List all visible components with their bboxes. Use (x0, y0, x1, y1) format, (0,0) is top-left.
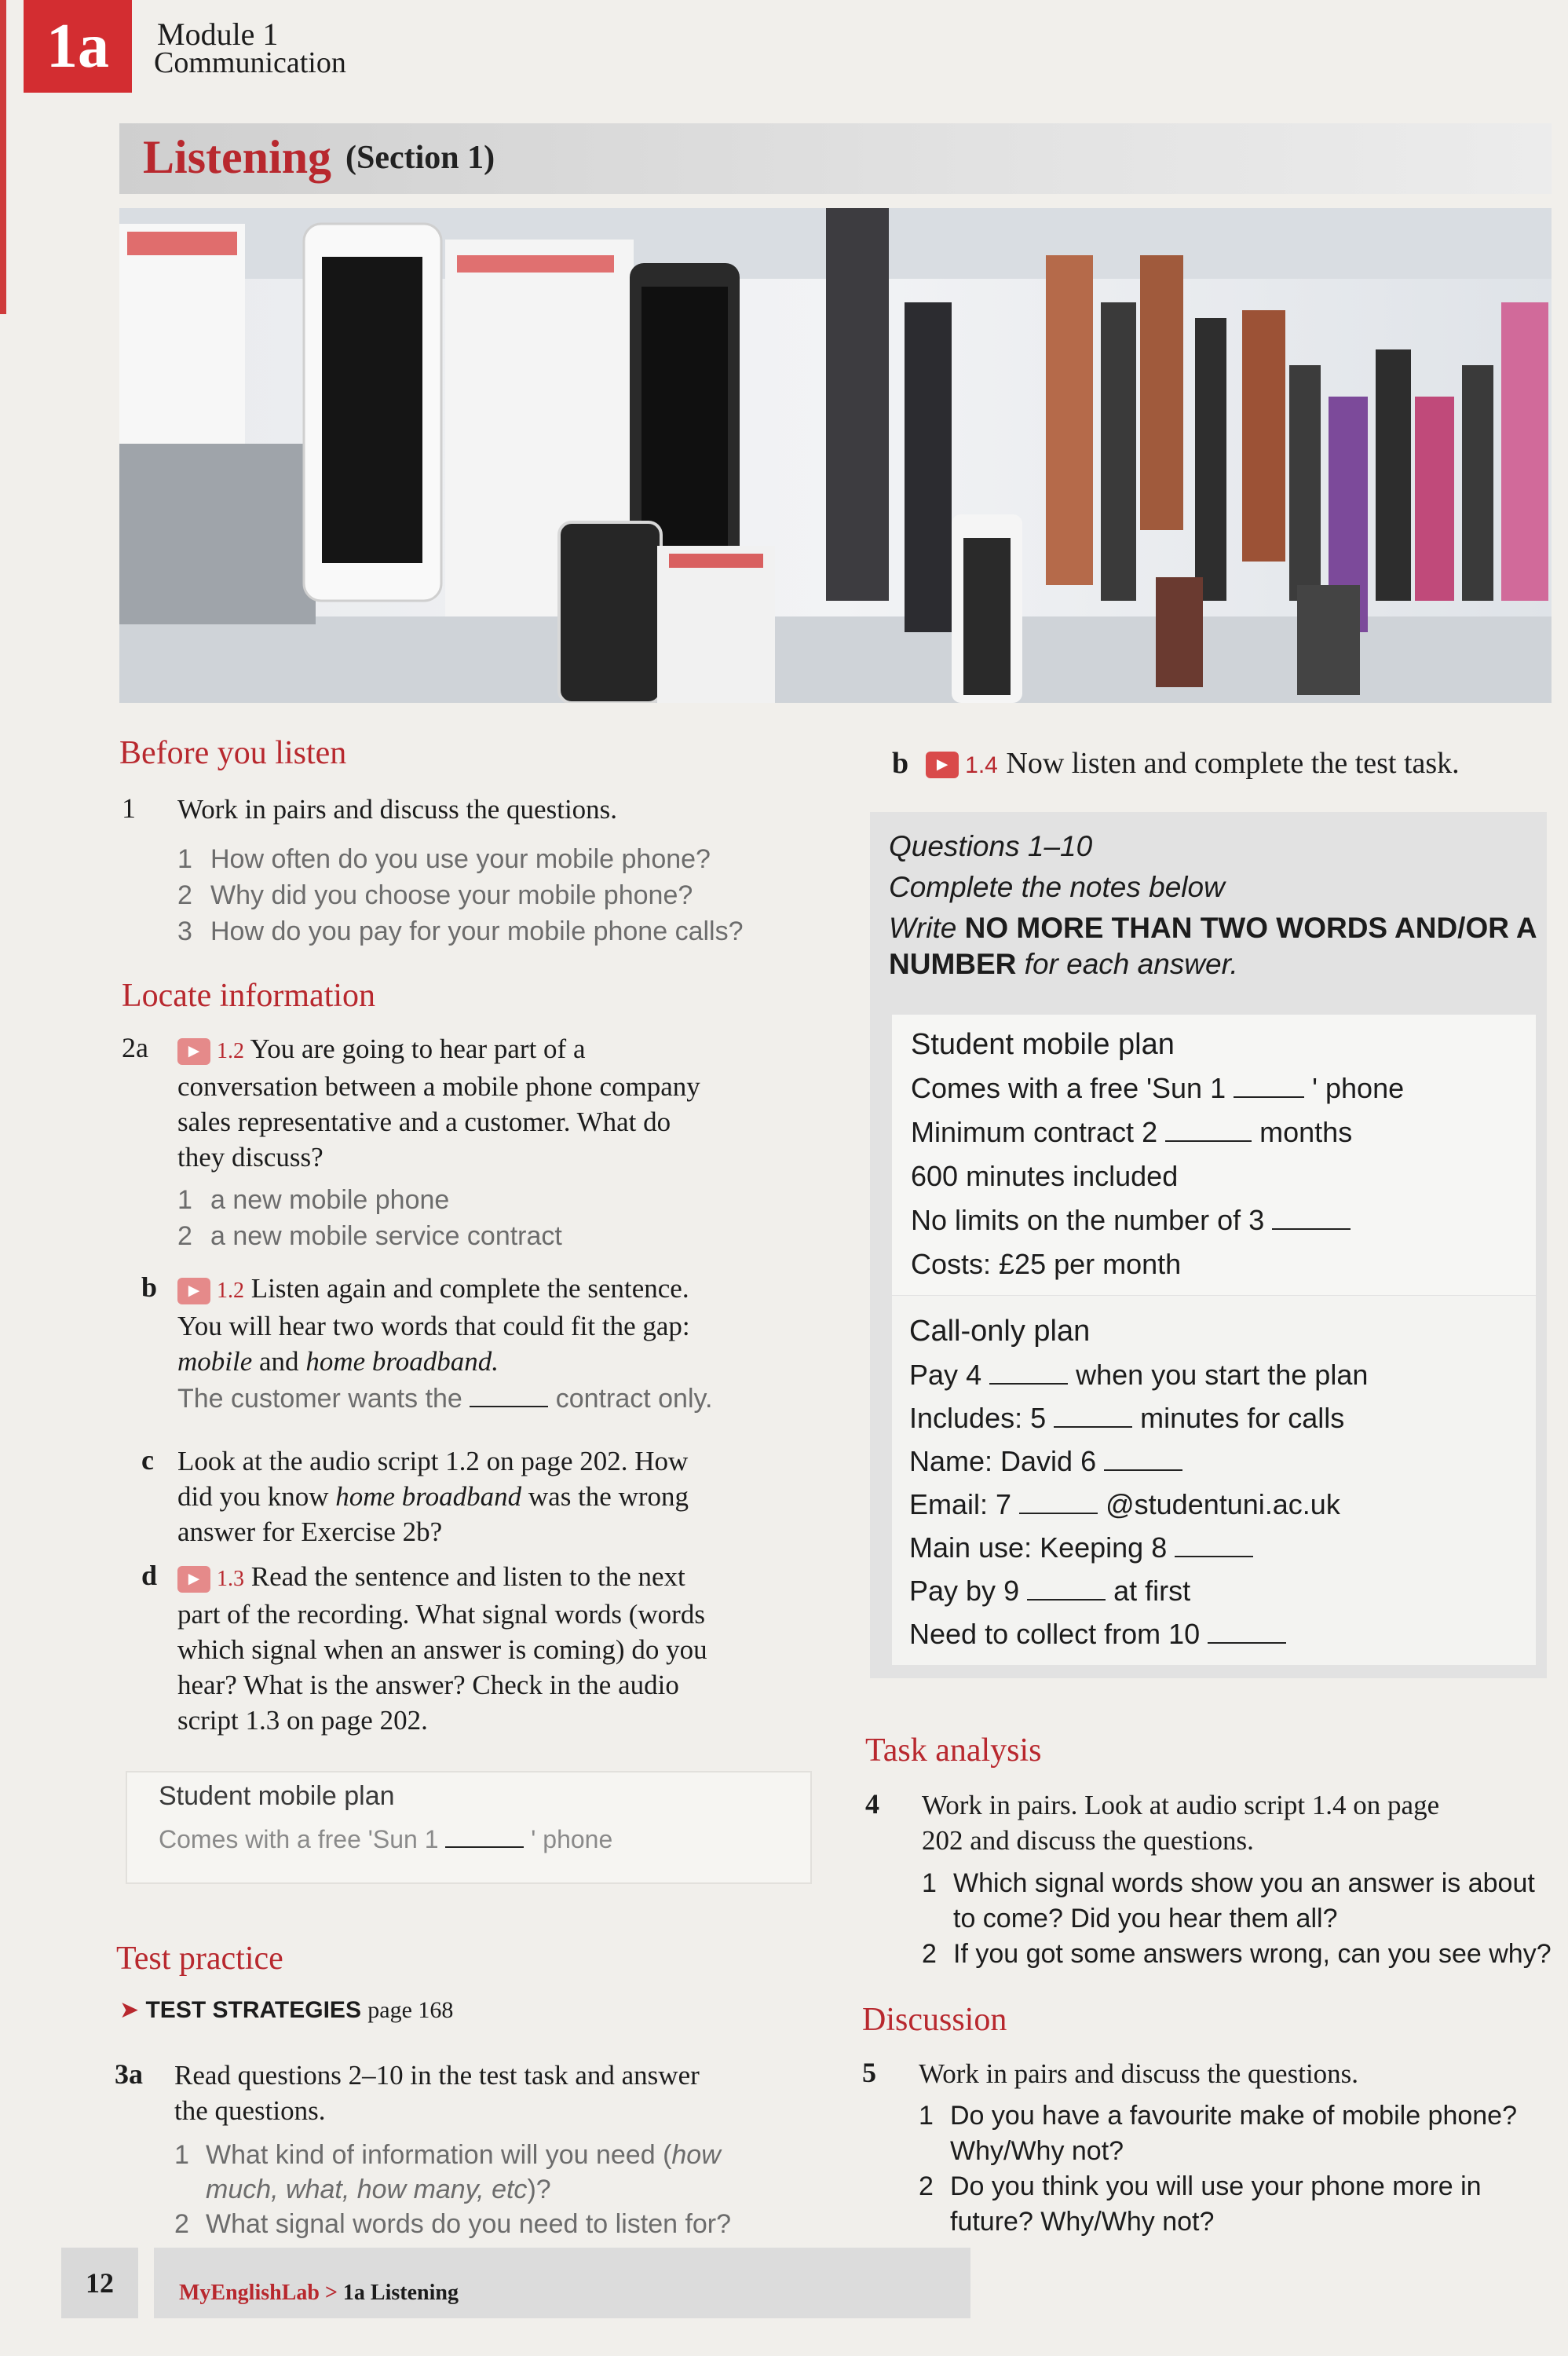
audio-icon[interactable]: ► (177, 1566, 210, 1593)
exercise-4-number: 4 (865, 1788, 879, 1820)
note-line: Main use: Keeping 8 (909, 1526, 1368, 1569)
answer-gap[interactable] (1054, 1426, 1132, 1428)
exercise-2a-options (177, 1182, 562, 1254)
question-item: 2 If you got some answers wrong, can you see why? (922, 1939, 1552, 1969)
note-line: No limits on the number of 3 (911, 1198, 1404, 1242)
exercise-1b-line: b ► 1.4 Now listen and complete the test task. (892, 747, 1460, 780)
note-line: Comes with a free 'Sun 1 ' phone (911, 1072, 1405, 1104)
page-edge-rule (0, 0, 6, 314)
option-item: 1 a new mobile phone (177, 1185, 450, 1215)
exercise-3a-questions: 1 What kind of information will you need (how much, what, how many, etc)? 2 What signal words do you need to listen for? (174, 2138, 731, 2241)
note-line: Includes: 5 minutes for calls (909, 1402, 1345, 1434)
answer-gap[interactable] (1208, 1642, 1286, 1644)
heading-discussion: Discussion (862, 2002, 1007, 2038)
heading-locate-information: Locate information (122, 978, 376, 1014)
module-label: Module 1 (157, 16, 279, 52)
call-only-plan-title: Call-only plan (909, 1315, 1091, 1348)
phones-photo (119, 208, 1552, 703)
exercise-2d-label: d (141, 1560, 158, 1591)
note-line: 600 minutes included (911, 1160, 1179, 1192)
call-only-plan-notes (909, 1310, 1368, 1655)
example-box-title: Student mobile plan (159, 1781, 395, 1811)
section-subtitle: (Section 1) (345, 140, 495, 176)
question-item: 2 What signal words do you need to listen for? (174, 2209, 732, 2239)
answer-gap[interactable] (1104, 1469, 1182, 1471)
question-item: 2 Do you think you will use your phone more in (919, 2171, 1482, 2201)
example-box-line: Comes with a free 'Sun 1 ' phone (159, 1825, 613, 1853)
exercise-2a-number: 2a (122, 1032, 148, 1063)
section-title: Listening (143, 131, 332, 183)
question-item: 1 Do you have a favourite make of mobile phone? (919, 2101, 1518, 2131)
track-number: 1.4 (965, 752, 998, 778)
note-line: Pay 4 when you start the plan (909, 1359, 1369, 1391)
note-line: Name: David 6 (909, 1440, 1368, 1483)
exercise-1-instruction: Work in pairs and discuss the questions. (177, 794, 618, 825)
exercise-2b-label: b (141, 1271, 158, 1303)
exercise-5-questions: 1 Do you have a favourite make of mobile phone? Why/Why not? 2 Do you think you will use your phone more in future? Why/Why not? (919, 2098, 1517, 2240)
question-item: 1 What kind of information will you need (how (174, 2140, 721, 2170)
question-item: 1 Which signal words show you an answer is about (922, 1868, 1535, 1898)
question-item: 1 How often do you use your mobile phone? (177, 844, 711, 874)
answer-gap[interactable] (989, 1383, 1068, 1385)
answer-gap[interactable] (1272, 1228, 1351, 1230)
note-line: Minimum contract 2 months (911, 1116, 1353, 1148)
module-subtitle: Communication (154, 46, 346, 79)
exercise-3a-number: 3a (115, 2058, 143, 2090)
exercise-1-questions (177, 841, 744, 949)
student-plan-notes (911, 1023, 1404, 1286)
note-line: Need to collect from 10 (909, 1612, 1368, 1655)
exercise-2b-text: ► 1.2 Listen again and complete the sentence. You will hear two words that could fit the gap: mobile and home broadband. (177, 1273, 690, 1377)
footer-breadcrumb[interactable]: MyEnglishLab > 1a Listening (179, 2281, 459, 2305)
exercise-5-number: 5 (862, 2057, 876, 2088)
answer-gap[interactable] (1234, 1096, 1304, 1098)
note-line: Pay by 9 at first (909, 1575, 1191, 1607)
note-line: Email: 7 @studentuni.ac.uk (909, 1488, 1340, 1520)
audio-icon[interactable]: ► (177, 1038, 210, 1065)
track-number: 1.3 (217, 1567, 244, 1591)
exercise-2c-label: c (141, 1444, 154, 1476)
track-number: 1.2 (217, 1279, 244, 1303)
unit-badge: 1a (24, 0, 132, 93)
question-item: 3 How do you pay for your mobile phone calls? (177, 916, 744, 946)
exercise-2b-sentence: The customer wants the contract only. (177, 1384, 713, 1414)
arrow-icon: ➤ (119, 1997, 140, 2023)
student-plan-title: Student mobile plan (911, 1028, 1175, 1061)
heading-test-practice: Test practice (116, 1941, 283, 1977)
audio-icon[interactable]: ► (177, 1278, 210, 1304)
section-banner (119, 123, 1552, 194)
answer-gap[interactable] (1027, 1599, 1106, 1601)
answer-gap[interactable] (470, 1406, 548, 1407)
exercise-2c-text: Look at the audio script 1.2 on page 202. How did you know home broadband was the wrong answer for Exercise 2b? (177, 1446, 689, 1547)
exercise-1-number: 1 (122, 792, 136, 824)
test-strategies-link[interactable]: ➤ TEST STRATEGIES page 168 (119, 1997, 454, 2023)
question-item: 2 Why did you choose your mobile phone? (177, 880, 693, 910)
heading-before-you-listen: Before you listen (119, 735, 347, 771)
answer-gap[interactable] (1175, 1556, 1253, 1557)
test-task-instructions: Questions 1–10 Complete the notes below Write NO MORE THAN TWO WORDS AND/OR A NUMBER for each answer. (889, 830, 1537, 980)
exercise-3a-text: Read questions 2–10 in the test task and answer the questions. (174, 2060, 700, 2126)
audio-icon[interactable]: ► (926, 752, 959, 778)
track-number: 1.2 (217, 1039, 244, 1063)
heading-task-analysis: Task analysis (865, 1732, 1042, 1769)
note-line: Costs: £25 per month (911, 1248, 1182, 1280)
option-item: 2 a new mobile service contract (177, 1221, 562, 1251)
exercise-4-text: Work in pairs. Look at audio script 1.4 on page 202 and discuss the questions. (922, 1790, 1440, 1856)
answer-gap[interactable] (1019, 1513, 1098, 1514)
answer-gap (445, 1846, 524, 1848)
exercise-5-text: Work in pairs and discuss the questions. (919, 2058, 1359, 2089)
exercise-4-questions: 1 Which signal words show you an answer is about to come? Did you hear them all? 2 If you got some answers wrong, can you see why? (922, 1866, 1552, 1972)
answer-gap[interactable] (1165, 1140, 1252, 1142)
page-number: 12 (61, 2248, 138, 2318)
exercise-2a-text: ► 1.2 You are going to hear part of a conversation between a mobile phone company sales representative and a customer. What do they discuss? (177, 1033, 700, 1173)
exercise-2d-text: ► 1.3 Read the sentence and listen to the next part of the recording. What signal words (words which signal when an answer is coming) do you hear? What is the answer? Check in the audio script 1.3 on page 202. (177, 1561, 707, 1736)
